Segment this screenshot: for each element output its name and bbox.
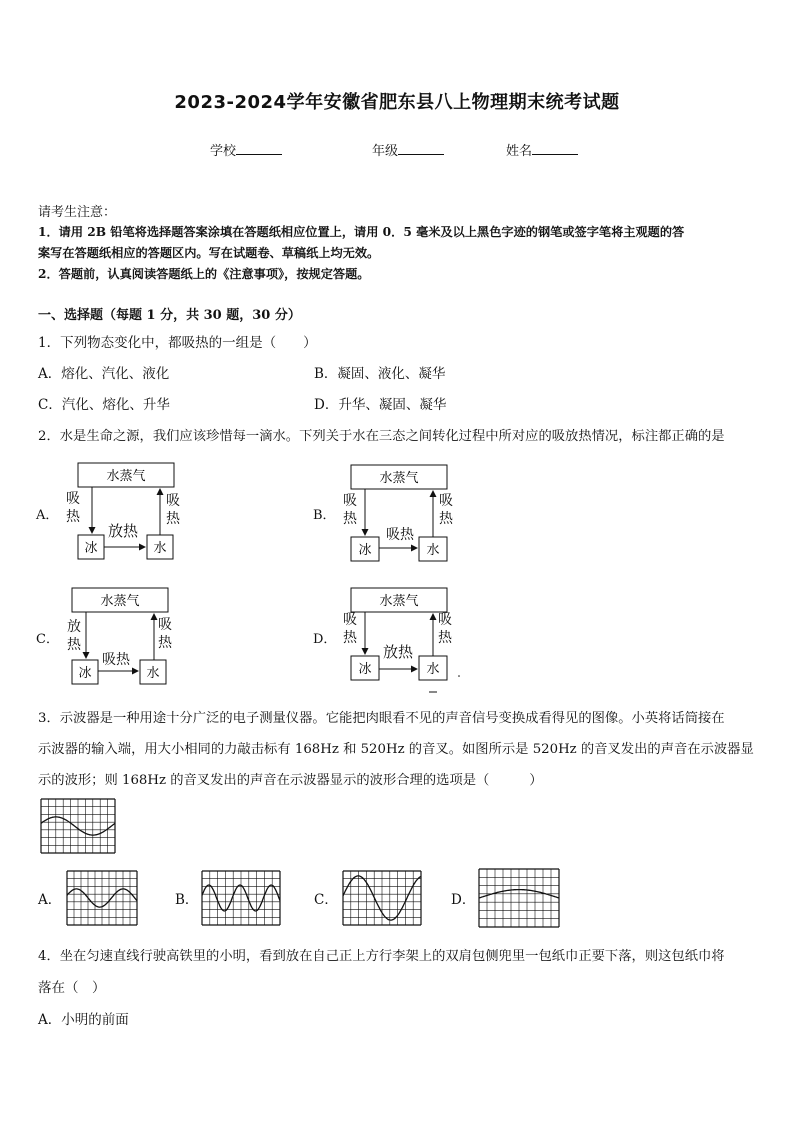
- notice-line-1b: 案写在答题纸相应的答题区内。写在试题卷、草稿纸上均无效。: [38, 246, 380, 260]
- vapor-label: 水蒸气: [379, 593, 419, 608]
- left-arrow-label: 吸热: [343, 612, 357, 646]
- q1-stem: 1．下列物态变化中，都吸热的一组是（ ）: [38, 335, 317, 351]
- water-label: 水: [146, 665, 160, 680]
- vapor-label: 水蒸气: [100, 593, 140, 608]
- q3-line-1: 3．示波器是一种用途十分广泛的电子测量仪器。它能把肉眼看不见的声音信号变换成看得见的图像。小英将话筒接在: [38, 711, 725, 726]
- q3-option-a-letter: A．: [38, 892, 62, 908]
- oscilloscope-grid: [201, 870, 281, 926]
- q2-stem: 2．水是生命之源，我们应该珍惜每一滴水。下列关于水在三态之间转化过程中所对应的吸放热情况，标注都正确的是: [38, 429, 725, 444]
- q1-option-a[interactable]: A．熔化、汽化、液化: [38, 366, 170, 382]
- q4-option-a[interactable]: A．小明的前面: [38, 1012, 129, 1028]
- q3-option-c-letter: C．: [314, 892, 338, 908]
- notice-line-1a: 1．请用 2B 铅笔将选择题答案涂填在答题纸相应位置上，请用 0．5 毫米及以上黑色字迹的钢笔或签字笔将主观题的答: [38, 225, 685, 239]
- q3-option-c-waveform[interactable]: [342, 870, 422, 930]
- water-label: 水: [153, 540, 167, 555]
- right-arrow-label: 吸热: [438, 612, 452, 646]
- vapor-label: 水蒸气: [379, 470, 419, 485]
- reference-waveform: [40, 798, 116, 858]
- q4-line-1: 4．坐在匀速直线行驶高铁里的小明，看到放在自己正上方行李架上的双肩包侧兜里一包纸巾正要下落，则这包纸巾将: [38, 949, 725, 964]
- oscilloscope-grid: [342, 870, 422, 926]
- section-heading: 一、选择题（每题 1 分，共 30 题，30 分）: [38, 308, 301, 323]
- q1-option-d[interactable]: D．升华、凝固、凝华: [314, 397, 447, 413]
- notice-line-2: 2．答题前，认真阅读答题纸上的《注意事项》，按规定答题。: [38, 267, 370, 281]
- bottom-arrow-label: 放热: [108, 522, 139, 540]
- left-arrow-label: 吸热: [66, 491, 80, 525]
- ice-label: 冰: [84, 540, 98, 555]
- page-title: 2023-2024学年安徽省肥东县八上物理期末统考试题: [174, 92, 620, 113]
- q2-option-c-diagram[interactable]: [38, 585, 188, 695]
- oscilloscope-grid: [40, 798, 116, 854]
- q2-option-d-diagram[interactable]: [313, 585, 473, 700]
- grade-label: 年级: [372, 144, 399, 159]
- left-arrow-label: 放热: [67, 619, 81, 653]
- grade-field[interactable]: [372, 140, 444, 159]
- name-label: 姓名: [506, 144, 533, 159]
- ice-label: 冰: [78, 665, 92, 680]
- ice-label: 冰: [358, 542, 372, 557]
- right-arrow-label: 吸热: [166, 493, 180, 527]
- q3-option-d-waveform[interactable]: [478, 868, 560, 932]
- school-label: 学校: [210, 144, 237, 159]
- oscilloscope-grid: [478, 868, 560, 928]
- water-label: 水: [426, 542, 440, 557]
- right-arrow-label: 吸热: [439, 493, 453, 527]
- bottom-arrow-label: 放热: [383, 643, 414, 661]
- option-letter: A．: [36, 508, 59, 523]
- vapor-label: 水蒸气: [106, 468, 146, 483]
- option-letter: C．: [36, 632, 59, 647]
- right-arrow-label: 吸热: [158, 617, 172, 651]
- q3-option-a-waveform[interactable]: [66, 870, 138, 930]
- water-label: 水: [426, 661, 440, 676]
- q4-line-2: 落在（ ）: [38, 980, 106, 996]
- bottom-arrow-label: 吸热: [386, 527, 414, 543]
- bottom-arrow-label: 吸热: [102, 652, 130, 668]
- q3-line-3: 示的波形；则 168Hz 的音叉发出的声音在示波器显示的波形合理的选项是（ ）: [38, 773, 543, 788]
- q2-option-a-diagram[interactable]: [38, 460, 188, 570]
- oscilloscope-grid: [66, 870, 138, 926]
- q1-option-b[interactable]: B．凝固、液化、凝华: [314, 366, 446, 382]
- left-arrow-label: 吸热: [343, 493, 357, 527]
- q3-option-b-waveform[interactable]: [201, 870, 281, 930]
- q3-option-b-letter: B．: [175, 892, 199, 908]
- q1-option-c[interactable]: C．汽化、熔化、升华: [38, 397, 170, 413]
- ice-label: 冰: [358, 661, 372, 676]
- school-field[interactable]: [210, 140, 282, 159]
- q2-option-b-diagram[interactable]: [313, 460, 463, 570]
- q3-line-2: 示波器的输入端，用大小相同的力敲击标有 168Hz 和 520Hz 的音叉。如图所示是 520Hz 的音叉发出的声音在示波器显: [38, 742, 754, 757]
- option-letter: B．: [313, 508, 336, 523]
- option-letter: D．: [313, 632, 337, 647]
- q3-option-d-letter: D．: [451, 892, 476, 908]
- name-field[interactable]: [506, 140, 578, 159]
- notice-heading: 请考生注意：: [38, 205, 117, 220]
